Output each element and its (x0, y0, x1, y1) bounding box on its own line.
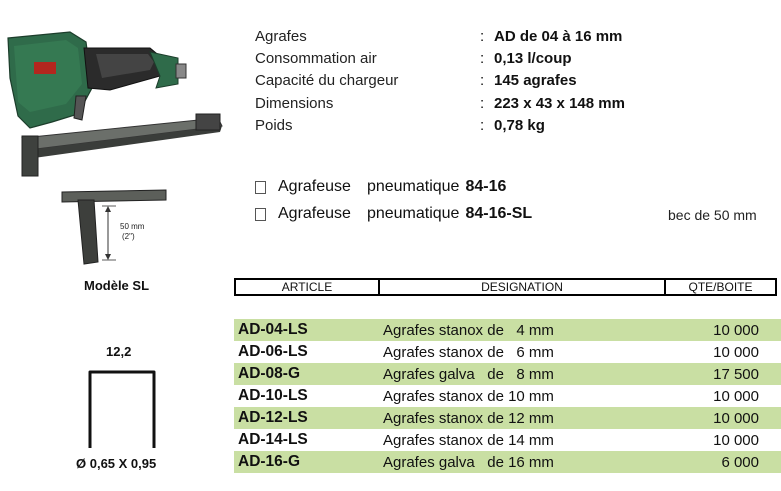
table-row (234, 429, 781, 451)
spec-value: 0,13 l/coup (494, 50, 572, 68)
checkbox-icon[interactable] (255, 208, 266, 221)
article-cell: AD-04-LS (238, 321, 308, 338)
quantity-cell: 10 000 (713, 343, 759, 361)
spec-row (255, 115, 625, 137)
spec-row (255, 47, 625, 69)
product-line-84-16-sl (255, 205, 532, 223)
staple-diameter-caption: Ø 0,65 X 0,95 (76, 456, 157, 471)
product-name: Agrafeuse (278, 178, 351, 195)
designation-cell: Agrafes galva de 16 mm (383, 453, 554, 471)
product-line-84-16 (255, 178, 506, 196)
spec-label: Poids (255, 117, 293, 135)
product-type: pneumatique (366, 178, 460, 195)
column-header-article: ARTICLE (236, 280, 380, 294)
table-row (234, 385, 781, 407)
table-row (234, 363, 781, 385)
product-note: bec de 50 mm (668, 207, 757, 223)
staple-width-caption: 12,2 (106, 344, 132, 359)
table-row (234, 407, 781, 429)
sl-nose-detail-image (58, 186, 168, 268)
article-cell: AD-14-LS (238, 431, 308, 448)
spec-colon: : (480, 117, 485, 135)
product-model: 84-16-SL (465, 205, 533, 222)
spec-row (255, 92, 625, 114)
spec-colon: : (480, 27, 485, 45)
spec-value: AD de 04 à 16 mm (494, 27, 623, 45)
sl-model-caption: Modèle SL (84, 278, 150, 293)
table-row (234, 341, 781, 363)
sl-dimension-inch-label: (2") (122, 232, 135, 241)
pneumatic-stapler-image (0, 18, 230, 188)
article-cell: AD-12-LS (238, 409, 308, 426)
quantity-cell: 10 000 (713, 409, 759, 427)
spec-list (255, 25, 625, 137)
column-header-designation: DESIGNATION (380, 280, 666, 294)
product-model: 84-16 (465, 178, 507, 195)
product-type: pneumatique (366, 205, 460, 222)
sl-dimension-label: 50 mm (120, 222, 145, 231)
designation-cell: Agrafes stanox de 10 mm (383, 387, 554, 405)
table-header (234, 278, 777, 296)
article-cell: AD-06-LS (238, 343, 308, 360)
table-row (234, 451, 781, 473)
spec-colon: : (480, 72, 485, 90)
designation-cell: Agrafes stanox de 12 mm (383, 409, 554, 427)
checkbox-icon[interactable] (255, 181, 266, 194)
spec-label: Dimensions (255, 94, 334, 112)
article-cell: AD-16-G (238, 453, 301, 470)
product-name: Agrafeuse (278, 205, 351, 222)
designation-cell: Agrafes galva de 8 mm (383, 365, 554, 383)
article-table (234, 319, 781, 473)
staple-diagram-image (82, 366, 162, 451)
spec-label: Consommation air (255, 50, 377, 68)
article-cell: AD-08-G (238, 365, 301, 382)
spec-value: 0,78 kg (494, 117, 545, 135)
spec-label: Agrafes (255, 27, 307, 45)
spec-value: 145 agrafes (494, 72, 577, 90)
quantity-cell: 10 000 (713, 321, 759, 339)
designation-cell: Agrafes stanox de 4 mm (383, 321, 554, 339)
article-cell: AD-10-LS (238, 387, 308, 404)
spec-colon: : (480, 94, 485, 112)
column-header-qte: QTE/BOITE (688, 280, 753, 294)
quantity-cell: 17 500 (713, 365, 759, 383)
quantity-cell: 6 000 (721, 453, 759, 471)
designation-cell: Agrafes stanox de 6 mm (383, 343, 554, 361)
spec-row (255, 70, 625, 92)
quantity-cell: 10 000 (713, 387, 759, 405)
designation-cell: Agrafes stanox de 14 mm (383, 431, 554, 449)
spec-colon: : (480, 50, 485, 68)
spec-label: Capacité du chargeur (255, 72, 399, 90)
spec-value: 223 x 43 x 148 mm (494, 94, 625, 112)
quantity-cell: 10 000 (713, 431, 759, 449)
spec-row (255, 25, 625, 47)
table-row (234, 319, 781, 341)
